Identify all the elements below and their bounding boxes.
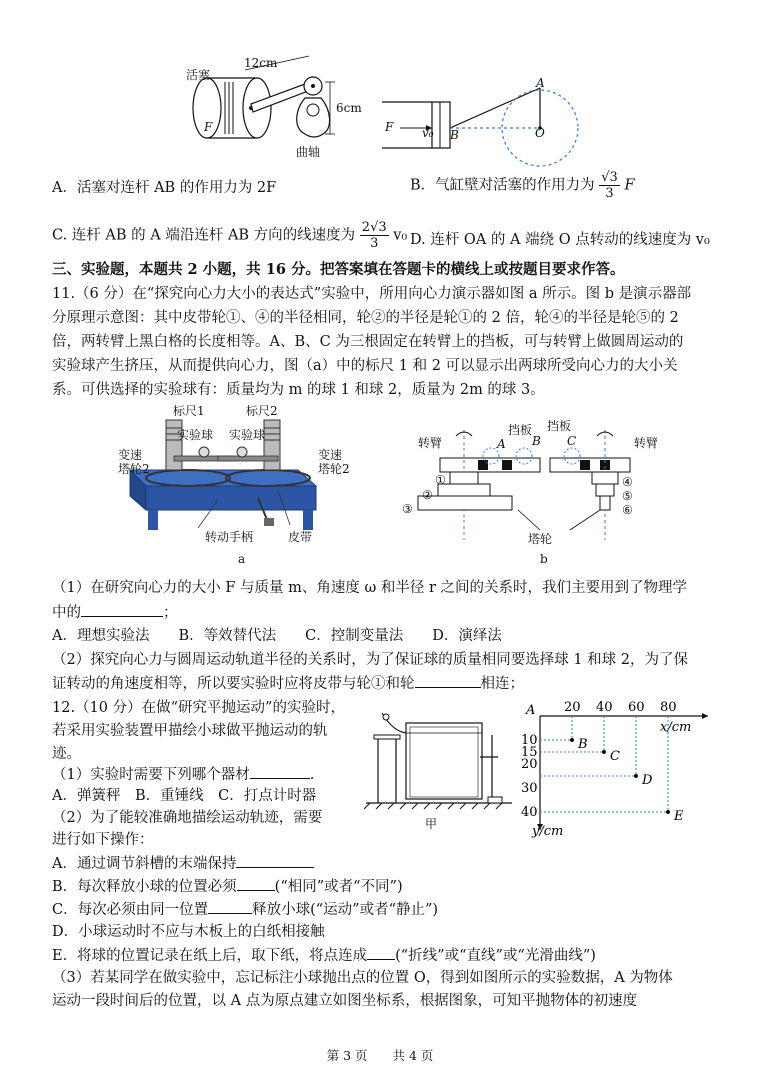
q10-option-c-fraction [360,220,389,251]
section-3-heading: 三、实验题，本题共 2 小题，共 16 分。把答案填在答题卡的横线上或按题目要求作答。 [52,261,625,278]
fraction-numerator: √3 [601,170,618,185]
wheel-3-label: ③ [402,502,413,516]
q12-option-b-text: B．每次释放小球的位置必须 [52,879,237,895]
tower-right-label: 变速 [318,448,343,462]
baffle-a-label: A [497,437,506,451]
wheel-4-label: ④ [622,475,633,489]
schem-o-label: O [535,126,545,140]
q12-part-2-line-2: 进行如下操作： [52,832,154,848]
q12-option-b [52,876,403,897]
x-tick-label: 20 [564,700,581,715]
baffle-label-1: 挡板 [508,423,533,437]
point-label: B [578,737,588,752]
q12-option-e-hint: (“折线”或“直线”或“光滑曲线”) [395,948,596,964]
answer-blank[interactable] [208,899,252,914]
schem-a-label: A [536,76,545,90]
q11-line-2: 分原理示意图：其中皮带轮①、④的半径相同，轮②的半径是轮①的 2 倍，轮④的半径是轮⑤的 2 [52,310,679,326]
tower-left-label: 变速 [118,448,143,462]
x-tick-label: 60 [628,700,645,715]
q11-part-2-line-2 [52,673,524,694]
handle-label: 转动手柄 [205,530,254,544]
q12-option-b-hint: (“相同”或者“不同”) [274,879,403,895]
x-tick-label: 40 [596,700,613,715]
ruler-2-label: 标尺2 [246,404,278,418]
q11-line-1: 11.（6 分）在“探究向心力大小的表达式”实验中，所用向心力演示器如图 a 所示。图 b 是演示器部 [52,286,692,302]
point-label: C [610,749,620,764]
q10-option-c-unit: v₀ [393,227,408,244]
q11-line-3: 倍，两转臂上黑白格的长度相等。A、B、C 为三根固定在转臂上的挡板，可与转臂上做圆周运动的 [52,334,684,350]
trajectory-graph [518,698,718,838]
x-tick-label: 80 [660,700,677,715]
q12-line-3: 迹。 [52,746,81,762]
q10-option-c [52,220,407,251]
projectile-apparatus-figure [364,705,514,815]
q10-option-b-unit: F [624,177,635,194]
wheel-2-label: ② [422,488,433,502]
q12-line-2: 若采用实验装置甲描绘小球做平抛运动的轨 [52,723,328,739]
q11-part-1-suffix: ； [163,605,178,621]
y-tick-label: 15 [521,745,538,760]
q11-part-2-prefix: 证转动的角速度相等，所以要实验时应将皮带与轮①和轮 [52,676,415,692]
fraction-denominator: 3 [370,236,379,251]
q12-option-a-text: A．通过调节斜槽的末端保持 [52,856,237,872]
q12-option-d: D．小球运动时不应与木板上的白纸相接触 [52,924,325,940]
schem-v0-label: v₀ [422,126,434,140]
length-label: 12cm [244,56,278,70]
page-footer: 第 3 页 共 4 页 [326,1048,434,1063]
y-tick-label: 30 [521,781,538,796]
data-point [634,774,638,778]
q12-part-1-suffix: . [309,767,315,783]
y-tick-label: 40 [521,805,538,820]
crank-label: 曲轴 [296,145,321,159]
q10-option-a: A．活塞对连杆 AB 的作用力为 2F [52,180,277,196]
q12-line-1: 12.（10 分）在做“研究平抛运动”的实验时， [52,700,345,716]
answer-blank[interactable] [250,764,310,779]
q11-part-1-options: A．理想实验法 B．等效替代法 C．控制变量法 D．演绎法 [52,628,502,644]
apparatus-figure-a [118,400,338,540]
answer-blank[interactable] [237,876,275,891]
data-point [602,750,606,754]
q12-option-a [52,853,314,874]
q12-part-2-line-1: （2）为了能较准确地描绘运动轨迹，需要 [52,810,323,826]
q11-part-1-line-2 [52,602,178,623]
answer-blank[interactable] [236,853,314,868]
q12-option-c-hint: 释放小球(“运动”或者“静止”) [252,902,439,918]
point-label: D [642,773,653,788]
x-axis-arrow [702,713,708,719]
q11-part-1-line-1: （1）在研究向心力的大小 F 与质量 m、角速度 ω 和半径 r 之间的关系时，我们主要用到了物理学 [52,580,688,596]
piston-label: 活塞 [186,68,211,82]
fraction-denominator: 3 [605,186,614,201]
fraction-numerator: 2√3 [361,220,387,235]
q11-part-2-suffix: 相连； [480,676,524,692]
q11-line-4: 实验球产生挤压，从而提供向心力，图（a）中的标尺 1 和 2 可以显示出两球所受向心力的大小关 [52,358,678,374]
ball-1-label: 实验球 [177,428,214,442]
ruler-1-label: 标尺1 [173,404,205,418]
arm-left-label: 转臂 [418,436,443,450]
figure-a-caption: a [238,552,246,566]
origin-label: A [526,703,536,718]
baffle-c-label: C [567,434,577,448]
q12-option-c-text: C．每次必须由同一位置 [52,902,209,918]
tower-right-label-2: 塔轮2 [318,462,350,476]
q12-part-1 [52,764,314,785]
q10-option-c-text: C. 连杆 AB 的 A 端沿连杆 AB 方向的线速度为 [52,227,356,244]
q12-option-c [52,899,438,920]
point-label: E [674,809,684,824]
figure-b-caption: b [540,552,548,566]
crank-schematic [380,70,590,170]
answer-blank[interactable] [81,602,163,617]
q11-line-5: 系。可供选择的实验球有：质量均为 m 的球 1 和球 2，质量为 2m 的球 3。 [52,382,545,398]
q10-option-d: D. 连杆 OA 的 A 端绕 O 点转动的线速度为 v₀ [410,232,710,248]
q11-part-2-line-1: （2）探究向心力与圆周运动轨道半径的关系时，为了保证球的质量相同要选择球 1 和球 2，为了保 [52,652,688,668]
q12-part-3-line-1: （3）若某同学在做实验中，忘记标注小球抛出点的位置 O，得到如图所示的实验数据，A 为物体 [52,970,673,986]
q12-part-1-text: （1）实验时需要下列哪个器材 [52,767,250,783]
arm-right-label: 转臂 [634,436,659,450]
data-point [570,738,574,742]
wheel-6-label: ⑥ [622,503,633,517]
q11-part-1-prefix: 中的 [52,605,81,621]
figure-jia-caption: 甲 [425,817,438,831]
tower-wheel-label: 塔轮 [528,532,553,546]
baffle-b-label: B [532,434,541,448]
q12-option-e-text: E．将球的位置记录在纸上后，取下纸，将点连成 [52,948,368,964]
schem-force-label: F [385,120,394,134]
schem-b-label: B [450,128,459,142]
q10-option-b-text: B．气缸壁对活塞的作用力为 [410,177,595,194]
y-tick-label: 10 [521,733,538,748]
q12-part-1-options: A．弹簧秤 B．重锤线 C．打点计时器 [52,788,317,804]
answer-blank[interactable] [415,673,481,688]
wheel-1-label: ① [435,473,446,487]
height-label: 6cm [336,101,362,115]
baffle-label-2: 挡板 [547,419,572,433]
y-tick-label: 20 [521,757,538,772]
tower-left-label-2: 塔轮2 [118,462,150,476]
x-axis-label: x/cm [660,720,692,735]
q12-option-e [52,945,596,966]
belt-label: 皮带 [288,530,313,544]
data-point [666,810,670,814]
q10-option-b-fraction [599,170,620,201]
q12-part-3-line-2: 运动一段时间后的位置，以 A 点为原点建立如图坐标系，根据图象，可知平抛物体的初速度 [52,993,638,1009]
force-label: F [204,120,213,134]
answer-blank[interactable] [367,945,395,960]
wheel-5-label: ⑤ [622,489,633,503]
ball-2-label: 实验球 [229,428,266,442]
y-axis-label: y/cm [532,824,564,838]
q10-option-b [410,170,635,201]
